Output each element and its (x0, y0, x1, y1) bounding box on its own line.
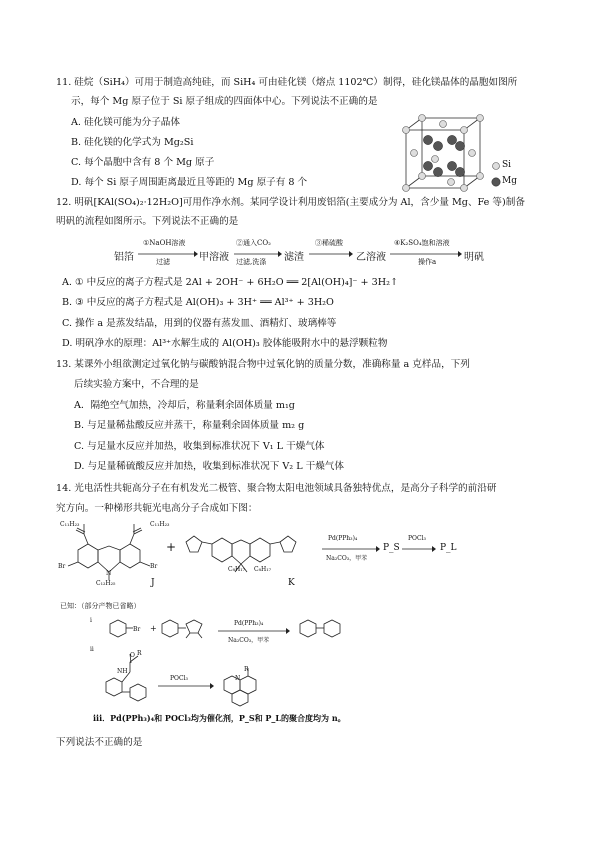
known-i-cat-bot: Na₂CO₃，甲苯 (228, 637, 270, 644)
q11-option-a: A. 硅化镁可能为分子晶体 (71, 117, 180, 128)
known-i-plus: + (150, 624, 157, 633)
known-ii-o: O (130, 652, 135, 659)
flow-node-residue: 滤渣 (284, 252, 304, 263)
legend-mg-label: Mg (502, 176, 517, 186)
j-c11h23-right: C₁₁H₂₃ (150, 521, 170, 528)
known-iii: iii．Pd(PPh₃)₄和 POCl₃均为催化剂，P_S和 P_L的聚合度均为 n。 (93, 713, 346, 723)
k-c8h17-left: C₈H₁₇ (228, 566, 246, 573)
flow-arrow-4 (390, 251, 462, 257)
scheme-cat1-bot: Na₂CO₃，甲苯 (326, 555, 368, 562)
known-ii-label: ii (90, 646, 94, 653)
label-k: K (288, 578, 295, 588)
scheme-arrow-1 (322, 546, 380, 552)
q12-stem-line2: 明矾的流程如图所示。下列说法不正确的是 (56, 216, 239, 227)
known-ii-r-left: R (137, 650, 142, 657)
q12-option-c: C. 操作 a 是蒸发结晶，用到的仪器有蒸发皿、酒精灯、玻璃棒等 (62, 318, 337, 329)
flow-step4-reagent: ④K₂SO₄饱和溶液 (394, 239, 450, 247)
flow-step4-op: 操作a (418, 258, 437, 266)
flow-node-foil: 铝箔 (114, 252, 134, 263)
known-ii-n: N (235, 675, 241, 682)
legend-si-label: Si (502, 160, 512, 170)
q13-option-d: D. 与足量稀硫酸反应并加热，收集到标准状况下 V₂ L 干燥气体 (74, 461, 344, 472)
j-br-right: Br (150, 563, 158, 570)
scheme-cat2-top: POCl₃ (408, 535, 426, 542)
known-ii-reaction (100, 650, 300, 710)
scheme-cat1-top: Pd(PPh₃)₄ (328, 535, 358, 542)
q12-option-a: A. ① 中反应的离子方程式是 2Al + 2OH⁻ + 6H₂O ══ 2[Al(OH)₄]⁻ + 3H₂↑ (62, 277, 398, 288)
j-c11h23-left: C₁₁H₂₃ (60, 521, 80, 528)
j-n-atom: N (106, 570, 112, 577)
q11-stem-line2: 示，每个 Mg 原子位于 Si 原子组成的四面体中心。下列说法不正确的是 (71, 96, 378, 107)
scheme-plus: + (166, 540, 177, 554)
q12-stem-line1: 12. 明矾[KAl(SO₄)₂·12H₂O]可用作净水剂。某同学设计利用废铝箔(主要成分为 Al，含少量 Mg、Fe 等)制备 (56, 197, 525, 208)
known-i-label: i (90, 617, 92, 624)
q12-option-d: D. 明矾净水的原理：Al³⁺水解生成的 Al(OH)₃ 胶体能吸附水中的悬浮颗粒物 (62, 338, 388, 349)
flow-step1-op: 过滤 (156, 258, 170, 266)
known-i-br: Br (133, 626, 141, 633)
known-ii-cat: POCl₃ (170, 675, 188, 682)
flow-node-jia: 甲溶液 (199, 252, 229, 263)
known-ii-nh: NH (117, 668, 128, 675)
q14-stem-line2: 究方向。一种梯形共轭光电高分子合成如下图： (56, 503, 258, 514)
q11-option-c: C. 每个晶胞中含有 8 个 Mg 原子 (71, 157, 215, 168)
q14-stem-line1: 14. 光电活性共轭高分子在有机发光二极管、聚合物太阳电池领域具备独特优点，是高分子科学的前沿研 (56, 483, 497, 494)
flow-arrow-3 (309, 251, 353, 257)
q14-question: 下列说法不正确的是 (56, 737, 143, 748)
j-c12h25: C₁₂H₂₅ (96, 580, 116, 587)
known-i-cat-top: Pd(PPh₃)₄ (234, 620, 264, 627)
k-c8h17-right: C₈H₁₇ (254, 566, 272, 573)
q12-option-b: B. ③ 中反应的离子方程式是 Al(OH)₃ + 3H⁺ ══ Al³⁺ + 3H₂O (62, 297, 334, 308)
q13-option-b: B. 与足量稀盐酸反应并蒸干，称量剩余固体质量 m₂ g (74, 420, 305, 431)
label-j: J (151, 578, 155, 588)
q13-option-a: A．隔绝空气加热，冷却后，称量剩余固体质量 m₁g (74, 400, 295, 411)
q11-option-d: D. 每个 Si 原子周围距离最近且等距的 Mg 原子有 8 个 (71, 177, 308, 188)
flow-arrow-1 (138, 251, 198, 257)
q11-option-b: B. 硅化镁的化学式为 Mg₂Si (71, 137, 194, 148)
si-legend-dot (493, 163, 500, 170)
q13-stem-line1: 13. 某课外小组欲测定过氧化钠与碳酸钠混合物中过氧化钠的质量分数，准确称量 a 克样品，下列 (56, 359, 470, 370)
flow-step1-reagent: ①NaOH溶液 (143, 239, 186, 247)
flow-arrow-2 (234, 251, 282, 257)
known-ii-r-right: R (244, 666, 249, 673)
scheme-arrow-2 (402, 546, 436, 552)
mg-legend-dot (492, 178, 500, 186)
known-title: 已知：（部分产物已省略） (60, 602, 141, 610)
product-pl: P_L (440, 543, 457, 553)
flow-step2-reagent: ②通入CO₂ (236, 239, 271, 247)
product-ps: P_S (383, 543, 400, 553)
flow-step2-op: 过滤,洗涤 (236, 258, 267, 266)
flow-step3-reagent: ③稀硫酸 (315, 239, 343, 247)
q11-stem-line1: 11. 硅烷（SiH₄）可用于制造高纯硅，而 SiH₄ 可由硅化镁（熔点 1102℃）制得，硅化镁晶体的晶胞如图所 (56, 77, 518, 88)
j-br-left: Br (58, 563, 66, 570)
flow-node-yi: 乙溶液 (356, 252, 386, 263)
flow-node-alum: 明矾 (464, 252, 484, 263)
q13-option-c: C. 与足量水反应并加热，收集到标准状况下 V₁ L 干燥气体 (74, 441, 325, 452)
q13-stem-line2: 后续实验方案中，不合理的是 (74, 379, 199, 390)
